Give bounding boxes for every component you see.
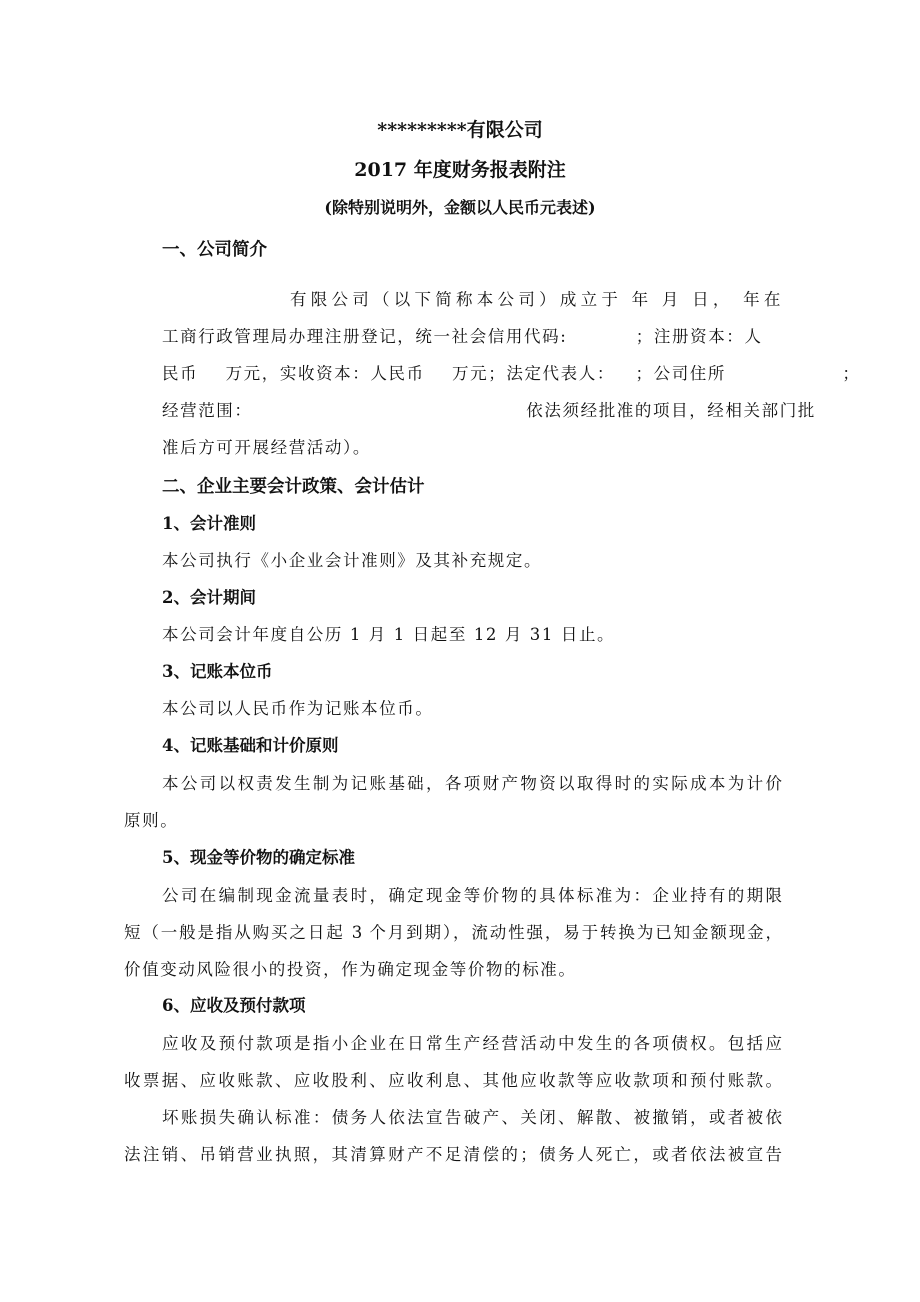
body-text: 坏账损失确认标准：债务人依法宣告破产、关闭、解散、被撤销，或者被依 — [162, 1108, 782, 1127]
body-text: 短（一般是指从购买之日起 3 个月到期），流动性强，易于转换为已知金额现金， — [124, 923, 782, 942]
amount-note: (除特别说明外，金额以人民币元表述) — [324, 198, 596, 217]
section-heading-accounting-policies: 二、企业主要会计政策、会计估计 — [162, 477, 425, 497]
body-text: 公司在编制现金流量表时，确定现金等价物的具体标准为：企业持有的期限 — [162, 886, 782, 905]
profile-line-2: 工商行政管理局办理注册登记，统一社会信用代码: ；注册资本：人 — [162, 327, 763, 346]
profile-line-1: 有限公司（以下简称本公司）成立于 年 月 日， 年在 — [290, 290, 782, 309]
subsection-heading: 1、会计准则 — [162, 514, 256, 533]
body-text: 本公司执行《小企业会计准则》及其补充规定。 — [162, 551, 543, 570]
body-text: 应收及预付款项是指小企业在日常生产经营活动中发生的各项债权。包括应 — [162, 1034, 782, 1053]
body-text: 原则。 — [124, 811, 179, 830]
profile-line-5: 准后方可开展经营活动）。 — [162, 438, 371, 457]
section-heading-company-profile: 一、公司简介 — [162, 240, 267, 260]
body-text: 法注销、吊销营业执照，其清算财产不足清偿的；债务人死亡，或者依法被宣告 — [124, 1145, 782, 1164]
body-text: 价值变动风险很小的投资，作为确定现金等价物的标准。 — [124, 960, 577, 979]
subsection-heading: 2、会计期间 — [162, 588, 256, 607]
report-title: 2017 年度财务报表附注 — [354, 159, 566, 181]
body-text: 收票据、应收账款、应收股利、应收利息、其他应收款等应收款项和预付账款。 — [124, 1071, 782, 1090]
body-text: 本公司以权责发生制为记账基础，各项财产物资以取得时的实际成本为计价 — [162, 774, 782, 793]
subsection-heading: 5、现金等价物的确定标准 — [162, 848, 355, 867]
body-text: 本公司会计年度自公历 1 月 1 日起至 12 月 31 日止。 — [162, 625, 616, 644]
subsection-heading: 4、记账基础和计价原则 — [162, 736, 339, 755]
profile-line-3: 民币 万元，实收资本：人民币 万元；法定代表人： ；公司住所 ； — [162, 364, 861, 383]
subsection-heading: 3、记账本位币 — [162, 662, 273, 681]
profile-line-4: 经营范围： 依法须经批准的项目，经相关部门批 — [162, 401, 816, 420]
subsection-heading: 6、应收及预付款项 — [162, 996, 306, 1015]
company-title: *********有限公司 — [377, 119, 543, 141]
body-text: 本公司以人民币作为记账本位币。 — [162, 699, 434, 718]
